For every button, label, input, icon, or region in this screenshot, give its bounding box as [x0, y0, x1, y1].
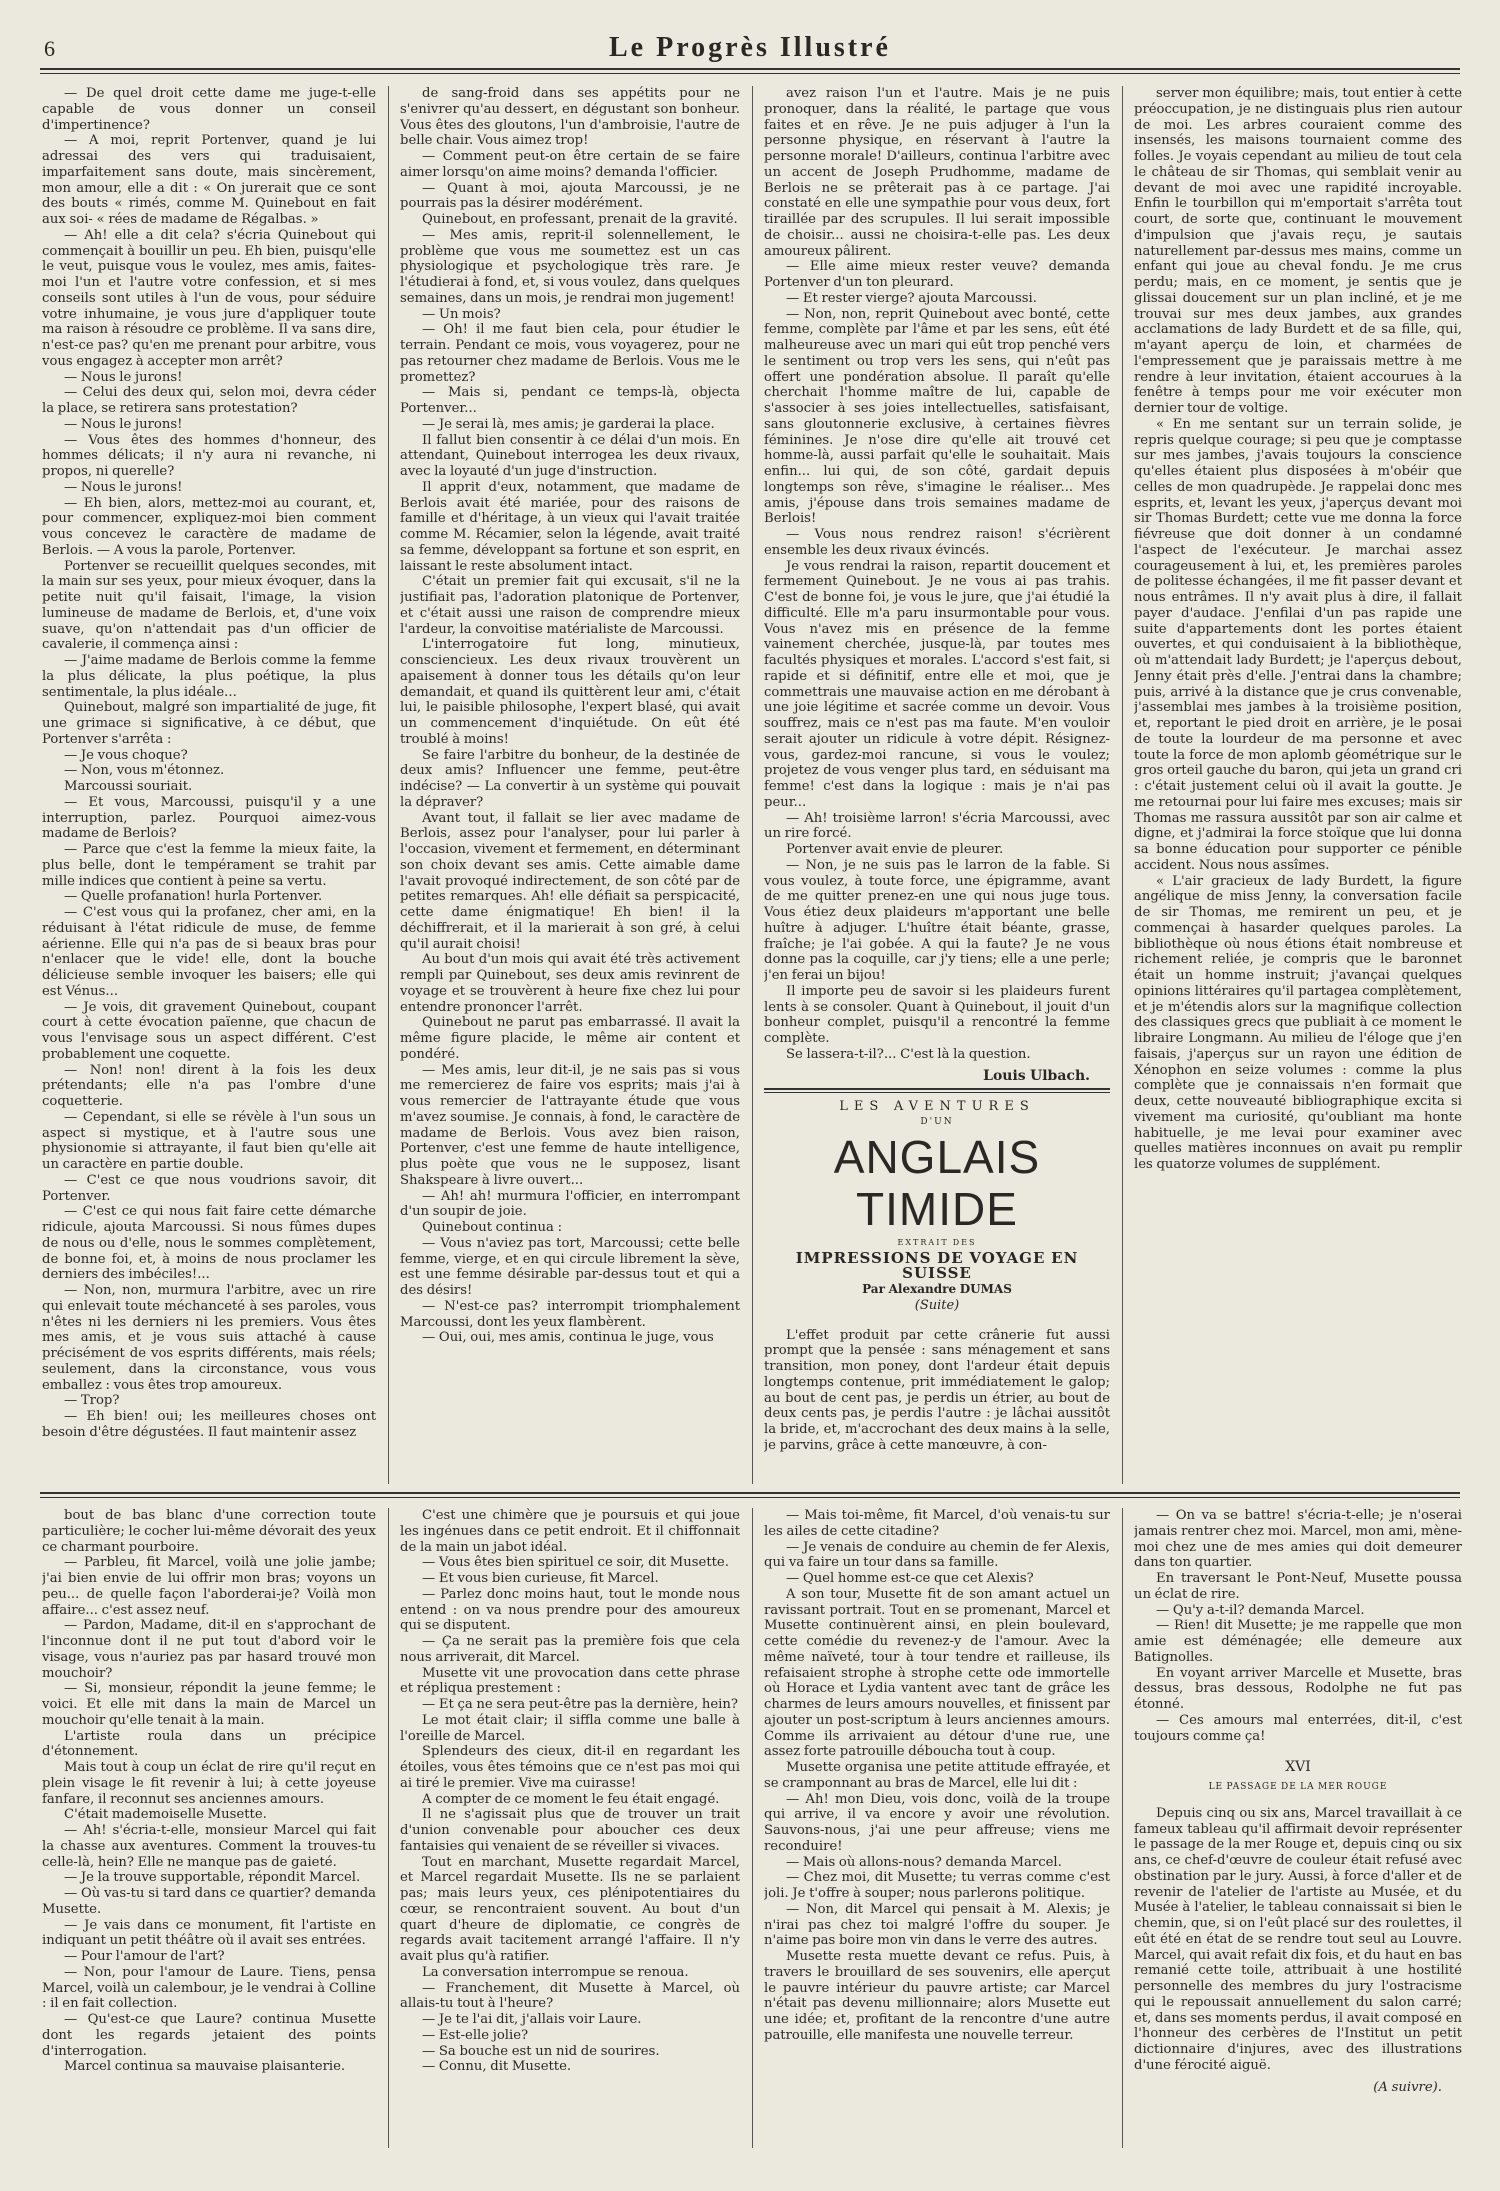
feuilleton-line-3: EXTRAIT DES	[897, 1237, 977, 1247]
paragraph: — Sa bouche est un nid de sourires.	[422, 2043, 660, 2059]
paragraph: — Vous êtes des hommes d'honneur, des hommes délicats; il n'y aura ni revanche, ni propos, ni querelle?	[42, 432, 376, 479]
paragraph: Quinebout ne parut pas embarrassé. Il avait la même figure placide, le même air content et pondéré.	[400, 1015, 740, 1062]
paragraph: — Ah! ah! murmura l'officier, en interrompant d'un soupir de joie.	[400, 1188, 740, 1220]
paragraph: — Je vais dans ce monument, fit l'artiste en indiquant un petit théâtre où il avait ses entrées.	[42, 1917, 376, 1949]
paragraph: — Eh bien! oui; les meilleures choses ont besoin d'être dégustées. Il faut maintenir assez	[42, 1409, 376, 1440]
paragraph: Quinebout, malgré son impartialité de juge, fit une grimace si significative, à ce début, que Portenver s'arrêta :	[42, 700, 376, 747]
paragraph: — Nous le jurons!	[64, 416, 183, 432]
paragraph: — Non, vous m'étonnez.	[64, 763, 225, 779]
paragraph: En voyant arriver Marcelle et Musette, bras dessus, bras dessous, Rodolphe ne fut pas étonné.	[1134, 1665, 1462, 1712]
paragraph: — Rien! dit Musette; je me rappelle que mon amie est déménagée; elle demeure aux Batignolles.	[1134, 1618, 1462, 1665]
header-rule-thin	[40, 73, 1460, 74]
chapter-text	[1134, 1806, 1462, 2074]
page-header	[40, 32, 1460, 66]
paragraph: Avant tout, il fallait se lier avec madame de Berlois, assez pour l'analyser, pour lui parler à l'occasion, vivement et fermement, en déterminant son choix devant ses amis. Cette aimable dame l'avait provoqué indirectement, de son côté par de petites remarques. Ah! elle défiait sa perspicacité, cette dame énigmatique! Eh bien! il la déchiffrerait, et il la marierait à son gré, à celui qu'il aurait choisi!	[400, 810, 740, 952]
paragraph: — Et rester vierge? ajouta Marcoussi.	[786, 290, 1037, 306]
feuilleton-rule-thin	[764, 1092, 1110, 1093]
paragraph: — Non! non! dirent à la fois les deux prétendants; elle n'a pas l'ombre d'une coquetterie.	[42, 1062, 376, 1109]
paragraph: Quinebout, en professant, prenait de la gravité.	[422, 212, 738, 227]
paragraph: — Ça ne serait pas la première fois que cela nous arriverait, dit Marcel.	[400, 1634, 740, 1665]
top-column-4	[1134, 86, 1462, 1484]
story-ending	[764, 86, 1110, 1063]
paragraph: C'était mademoiselle Musette.	[64, 1807, 267, 1823]
paragraph: — Si, monsieur, répondit la jeune femme; le voici. Et elle mit dans la main de Marcel un mouchoir qu'elle tenait à la main.	[42, 1681, 376, 1728]
paragraph: — Ah! troisième larron! s'écria Marcoussi, avec un rire forcé.	[764, 810, 1110, 842]
paragraph: Musette vit une provocation dans cette phrase et répliqua prestement :	[400, 1665, 740, 1697]
paragraph: — Non, dit Marcel qui pensait à M. Alexis; je n'irai pas chez toi malgré l'offre du souper. Je n'aime pas boire mon vin dans le verre des autres.	[764, 1901, 1110, 1949]
paragraph: — Parce que c'est la femme la mieux faite, la plus belle, dont le tempérament se trahit par mille indices que contient à peine sa vertu.	[42, 842, 376, 889]
paragraph: Se lassera-t-il?... C'est là la question.	[786, 1046, 1031, 1062]
paragraph: — Franchement, dit Musette à Marcel, où allais-tu tout à l'heure?	[400, 1980, 740, 2012]
paragraph: — Non, je ne suis pas le larron de la fable. Si vous voulez, à toute force, une épigramme, avant de me quitter prenez-en une qui nous juge tous. Vous étiez deux plaideurs m'apportant une belle huître à adjuger. L'huître était béante, grasse, fraîche; je l'ai gobée. A qui la faute? Je ne vous donne pas la coquille, car j'y tiens; elle a une perle; j'en ferai un bijou!	[764, 857, 1110, 983]
paragraph: — Nous le jurons!	[64, 369, 183, 385]
newspaper-title: Le Progrès Illustré	[609, 32, 891, 63]
paragraph: A compter de ce moment le feu était engagé.	[422, 1791, 720, 1807]
paragraph: — C'est vous qui la profanez, cher ami, en la réduisant à l'état ridicule de muse, de femme aérienne. Elle qui n'a pas de si beaux bras pour n'enlacer que le vide! elle, dont la bouche délicieuse semble invoquer les baisers; elle qui est Vénus...	[42, 905, 376, 999]
paragraph: — Chez moi, dit Musette; tu verras comme c'est joli. Je t'offre à souper; nous parlerons politique.	[764, 1870, 1110, 1901]
paragraph: — Comment peut-on être certain de se faire aimer lorsqu'on aime moins? demanda l'officier.	[400, 149, 740, 180]
header-rule	[40, 68, 1460, 70]
paragraph: — Pour l'amour de l'art?	[64, 1949, 225, 1964]
paragraph: Il fallut bien consentir à ce délai d'un mois. En attendant, Quinebout interrogea les deux rivaux, avec la loyauté d'un juge d'instruction.	[400, 432, 740, 479]
paragraph: Mais tout à coup un éclat de rire qu'il reçut en plein visage le fit revenir à lui; à cette joyeuse fanfare, il reconnut ses anciennes amours.	[42, 1760, 376, 1807]
paragraph: A son tour, Musette fit de son amant actuel un ravissant portrait. Tout en se promenant, Marcel et Musette continuèrent ainsi, en plein boulevard, cette comédie du revenez-y de l'amour. Avec la même naïveté, tour à tour tendre et railleuse, ils refaisaient strophe à strophe cette ode immortelle où Horace et Lydia vantent avec tant de grâce les charmes de leurs amours nouvelles, et finissent par ajouter un post-scriptum à leurs anciennes amours. Comme ils arrivaient au détour d'une rue, une assez forte patrouille déboucha tout à coup.	[764, 1586, 1110, 1760]
paragraph: — Ah! s'écria-t-elle, monsieur Marcel qui fait la chasse aux aventures. Comment la trouves-tu celle-là, hein? Elle ne manque pas de gaieté.	[42, 1823, 376, 1870]
feuilleton-headline: ANGLAIS TIMIDE	[833, 1130, 1041, 1235]
paragraph: — C'est ce que nous voudrions savoir, dit Portenver.	[42, 1172, 376, 1204]
paragraph: — Celui des deux qui, selon moi, devra céder la place, se retirera sans protestation?	[42, 385, 376, 416]
paragraph: — Parlez donc moins haut, tout le monde nous entend : on va nous prendre pour des amoureux qui se disputent.	[400, 1586, 740, 1634]
paragraph: — Je venais de conduire au chemin de fer Alexis, qui va faire un tour dans sa famille.	[764, 1539, 1110, 1571]
paragraph: — Nous le jurons!	[64, 479, 183, 495]
paragraph: — A moi, reprit Portenver, quand je lui adressai des vers qui traduisaient, imparfaitement sans doute, mais sincèrement, mon amour, elle a dit : « On jurerait que ce sont des bouts « rimés, comme M. Quinebout en fait aux soi- « rées de madame de Régalbas. »	[42, 133, 376, 227]
feuilleton-suite: (Suite)	[914, 1297, 960, 1313]
paragraph: — Est-elle jolie?	[422, 2027, 529, 2043]
paragraph: Portenver se recueillit quelques secondes, mit la main sur ses yeux, pour mieux évoquer, dans la petite nuit qu'il faisait, l'image, la vision lumineuse de madame de Berlois, et, d'une voix suave, qu'on n'attendait pas d'un officier de cavalerie, il commença ainsi :	[42, 558, 376, 653]
author-signature: Louis Ulbach.	[983, 1067, 1090, 1084]
column-divider	[752, 1508, 753, 2148]
paragraph: — Mes amis, reprit-il solennellement, le problème que vous me soumettez est un cas physiologique et psychologique très rare. Je l'étudierai à fond, et, si vous voulez, dans quelques semaines, dans un mois, je rendrai mon jugement!	[400, 227, 740, 306]
paragraph: — Quelle profanation! hurla Portenver.	[64, 889, 323, 905]
paragraph: — Non, non, murmura l'arbitre, avec un rire qui enlevait toute méchanceté à ses paroles, vous n'êtes ni les derniers ni les premiers. Vous êtes mes amis, et je vous suis attaché à cause précisément de vos esprits différents, mais réels; seulement, dans la circonstance, vous vous emballez : vous êtes trop amoureux.	[42, 1283, 376, 1393]
bottom-column-2	[400, 1508, 740, 2148]
top-column-3	[764, 86, 1110, 1484]
paragraph: Il ne s'agissait plus que de trouver un trait d'union convenable pour aboucher ces deux fantaisies qui venaient de se réveiller si vivaces.	[400, 1807, 740, 1854]
paragraph: — J'aime madame de Berlois comme la femme la plus délicate, la plus poétique, la plus sentimentale, la plus idéale...	[42, 653, 376, 700]
paragraph: — Ah! mon Dieu, vois donc, voilà de la troupe qui arrive, il va encore y avoir une révolution. Sauvons-nous, j'ai une peur affreuse; viens me reconduire!	[764, 1791, 1110, 1854]
paragraph: — Qu'y a-t-il? demanda Marcel.	[1156, 1602, 1365, 1618]
paragraph: Il apprit d'eux, notamment, que madame de Berlois avait été mariée, pour des raisons de famille et d'héritage, à un vieux qui l'avait traitée comme M. Récamier, selon la légende, avait traité sa femme, développant sa fortune et son esprit, en laissant le reste absolument intact.	[400, 479, 740, 574]
paragraph: — Et vous bien curieuse, fit Marcel.	[422, 1571, 659, 1586]
paragraph: L'interrogatoire fut long, minutieux, consciencieux. Les deux rivaux trouvèrent un apaisement à donner tous les détails qu'on leur demandait, et quand ils quittèrent leur ami, c'était lui, le paisible philosophe, l'expert blasé, qui avait un commencement d'inquiétude. On eût été troublé à moins!	[400, 637, 740, 747]
column-divider	[1122, 86, 1123, 1484]
paragraph: — Vous n'aviez pas tort, Marcoussi; cette belle femme, vierge, et en qui circule librement la sève, est une femme désirable par-dessus tout et qui a des désirs!	[400, 1235, 740, 1298]
paragraph: — N'est-ce pas? interrompit triomphalement Marcoussi, dont les yeux flambèrent.	[400, 1298, 740, 1330]
paragraph: — Mais où allons-nous? demanda Marcel.	[786, 1854, 1062, 1870]
bottom-column-1	[42, 1508, 376, 2148]
paragraph: de sang-froid dans ses appétits pour ne s'enivrer qu'au dessert, en dégustant son bonheur. Vous êtes des gloutons, l'un d'ambroisie, l'autre de belle chair. Vous aimez trop!	[400, 86, 740, 149]
paragraph: Quinebout continua :	[422, 1220, 563, 1235]
paragraph: C'est une chimère que je poursuis et qui joue les ingénues dans ce petit endroit. Et il chiffonnait de la main un jabot idéal.	[400, 1508, 740, 1555]
paragraph: Depuis cinq ou six ans, Marcel travaillait à ce fameux tableau qu'il affirmait devoir représenter le passage de la mer Rouge et, depuis cinq ou six ans, ce chef-d'œuvre de couleur était refusé avec obstination par le jury. Aussi, à force d'aller et de revenir de l'atelier de l'artiste au Musée, et du Musée à l'atelier, le tableau connaissait si bien le chemin, que, si on l'eût placé sur des roulettes, il eût été en état de se rendre tout seul au Louvre. Marcel, qui avait refait dix fois, et du haut en bas remanié cette toile, attribuait à une hostilité personnelle des membres du jury l'ostracisme qui le repoussait annuellement du salon carré; et, dans ses moments perdus, il avait composé en l'honneur des cerbères de l'Institut un petit dictionnaire d'injures, avec des illustrations d'une férocité aiguë.	[1134, 1805, 1462, 2073]
column-divider	[388, 86, 389, 1484]
paragraph: — Non, non, reprit Quinebout avec bonté, cette femme, complète par l'âme et par les sens, eût été malheureuse avec un mari qui eût trop penché vers le sentiment ou trop vers les sens, qui n'eût pas offert une pondération absolue. Il paraît qu'elle cherchait l'homme maître de lui, capable de s'associer à ses joies intellectuelles, satisfaisant, sans gloutonnerie exclusive, à certaines fièvres féminines. Je n'ose dire qu'elle ait trouvé cet homme-là, aussi parfait qu'elle le souhaitait. Mais enfin... lui qui, de son côté, gardait depuis longtemps son rêve, s'imagine le réaliser... Mes amis, j'épouse dans trois semaines madame de Berlois!	[764, 306, 1110, 527]
page-number: 6	[44, 36, 55, 61]
paragraph: Au bout d'un mois qui avait été très activement rempli par Quinebout, ses deux amis revinrent de voyage et se trouvèrent à heure fixe chez lui pour entendre prononcer l'arrêt.	[400, 952, 740, 1015]
paragraph: Splendeurs des cieux, dit-il en regardant les étoiles, vous êtes témoins que ce n'est pas moi qui ai tiré le premier. Vive ma cuirasse!	[400, 1744, 740, 1791]
paragraph: — Mais si, pendant ce temps-là, objecta Portenver...	[400, 385, 740, 416]
paragraph: — Parbleu, fit Marcel, voilà une jolie jambe; j'ai bien envie de lui offrir mon bras; voyons un peu... de quelle façon l'aborderai-je? Voilà mon affaire... c'est assez neuf.	[42, 1555, 376, 1618]
chapter-number: XVI	[1285, 1759, 1311, 1776]
episode-ending	[1134, 1508, 1462, 1744]
paragraph: — Oui, oui, mes amis, continua le juge, vous	[422, 1330, 714, 1346]
paragraph: bout de bas blanc d'une correction toute particulière; le cocher lui-même dévorait des yeux ce charmant pourboire.	[42, 1508, 376, 1555]
paragraph: — Je serai là, mes amis; je garderai la place.	[422, 416, 715, 432]
paragraph: — Qu'est-ce que Laure? continua Musette dont les regards jetaient des points d'interrogation.	[42, 2012, 376, 2059]
paragraph: Musette resta muette devant ce refus. Puis, à travers le brouillard de ses souvenirs, elle aperçut le pauvre intérieur du pauvre artiste; car Marcel n'était pas devenu millionnaire; alors Musette eut une idée; et, profitant de la rencontre d'une autre patrouille, elle manifesta une nouvelle terreur.	[764, 1949, 1110, 2043]
top-column-2	[400, 86, 740, 1484]
paragraph: L'artiste roula dans un précipice d'étonnement.	[42, 1728, 376, 1760]
paragraph: Marcel continua sa mauvaise plaisanterie.	[64, 2059, 346, 2075]
paragraph: C'était un premier fait qui excusait, s'il ne la justifiait pas, l'adoration platonique de Portenver, et c'était aussi une raison de comprendre mieux l'ardeur, la convoitise matérialiste de Marcoussi.	[400, 574, 740, 637]
paragraph: — De quel droit cette dame me juge-t-elle capable de vous donner un conseil d'impertinence?	[42, 86, 376, 133]
paragraph: — Je la trouve supportable, répondit Marcel.	[64, 1870, 361, 1886]
paragraph: — Vous nous rendrez raison! s'écrièrent ensemble les deux rivaux évincés.	[764, 527, 1110, 558]
paragraph: — Mais toi-même, fit Marcel, d'où venais-tu sur les ailes de cette citadine?	[764, 1508, 1110, 1539]
paragraph: — Trop?	[64, 1393, 120, 1409]
paragraph: — Et ça ne sera peut-être pas la dernière, hein?	[422, 1697, 738, 1712]
paragraph: L'effet produit par cette crânerie fut aussi prompt que la pensée : sans ménagement et sans transition, mon poney, dont l'ardeur était depuis longtemps contenue, prit immédiatement le galop; au bout de cent pas, je perdis un étrier, au bout de deux cents pas, je perdis l'autre : je lâchai aussitôt la bride, et, m'accrochant des deux mains à la selle, je parvins, grâce à cette manœuvre, à con-	[764, 1327, 1110, 1453]
paragraph: — Eh bien, alors, mettez-moi au courant, et, pour commencer, expliquez-moi bien comment vous concevez le caractère de madame de Berlois. — A vous la parole, Portenver.	[42, 495, 376, 558]
paragraph: Musette organisa une petite attitude effrayée, et se cramponnant au bras de Marcel, elle lui dit :	[764, 1760, 1110, 1791]
paragraph: server mon équilibre; mais, tout entier à cette préoccupation, je ne distinguais plus rien autour de moi. Les arbres couraient comme des insensés, les maisons tournaient comme des folles. Je voyais cependant au milieu de tout cela le château de sir Thomas, qui semblait venir au devant de moi avec une rapidité incroyable. Enfin le tourbillon qui m'emportait s'arrêta tout court, de sorte que, continuant le mouvement d'impulsion que j'avais reçu, je sautais naturellement par-dessus mes mains, comme un enfant qui joue au cheval fondu. Je me crus perdu; mais, en ce moment, je sentis que je glissai doucement sur un plan incliné, et je me trouvai sur mes deux jambes, aux grandes acclamations de lady Burdett et de sa fille, qui, m'ayant aperçu de loin, et charmées de l'empressement que je paraissais mettre à me rendre à leur invitation, étaient accourues à la fenêtre à temps pour me voir exécuter mon dernier tour de voltige.	[1134, 86, 1462, 416]
column-divider	[1122, 1508, 1123, 2148]
feuilleton-title-block	[764, 1099, 1110, 1313]
paragraph: « En me sentant sur un terrain solide, je repris quelque courage; si peu que je comptasse sur mes jambes, j'avais toujours la conscience qu'elles étaient plus disposées à m'obéir que celles de mon quadrupède. Je rappelai donc mes esprits, et, levant les yeux, j'aperçus devant moi sir Thomas Burdett; cette vue me donna la force fiévreuse que doit donner à un condamné l'aspect de l'exécuteur. Je marchai assez courageusement à lui, et, les premières paroles de politesse échangées, il me fit passer devant et nous entrâmes. Il n'y avait plus à dire, il fallait payer d'audace. J'enfilai d'un pas rapide une suite d'appartements dont les portes étaient ouvertes, et qui conduisaient à la bibliothèque, où m'attendait lady Burdett; je l'aperçus debout, Jenny était près d'elle. J'entrai dans la chambre; puis, arrivé à la distance que je crus convenable, j'assemblai mes jambes à la troisième position, et, reportant le pied droit en arrière, je le posai de toute la lourdeur de ma personne et avec toute la force de mon aplomb géométrique sur le gros orteil gauche du baron, qui jeta un grand cri : c'était justement celui où il avait la goutte. Je me retournai pour lui faire mes excuses; mais sir Thomas me rassura aussitôt par son air calme et digne, et j'admirai la force stoïque que lui donna sa bonne éducation pour supporter ce pénible accident. Nous nous assîmes.	[1134, 416, 1462, 873]
paragraph: Marcoussi souriait.	[64, 779, 193, 794]
paragraph: — Quant à moi, ajouta Marcoussi, je ne pourrais pas la désirer modérément.	[400, 180, 740, 212]
paragraph: — Je vois, dit gravement Quinebout, coupant court à cette évocation païenne, que chacun de vous l'envisage sous un aspect différent. C'est probablement une coquette.	[42, 999, 376, 1062]
a-suivre: (A suivre).	[1373, 2079, 1442, 2095]
paragraph: — Non, pour l'amour de Laure. Tiens, pensa Marcel, voilà un calembour, je le vendrai à Colline : il en fait collection.	[42, 1964, 376, 2012]
paragraph: — Et vous, Marcoussi, puisqu'il y a une interruption, parlez. Pourquoi aimez-vous madame de Berlois?	[42, 794, 376, 842]
feuilleton-rule	[764, 1088, 1110, 1090]
paragraph: — Vous êtes bien spirituel ce soir, dit Musette.	[422, 1555, 729, 1571]
feuilleton-line-4: IMPRESSIONS DE VOYAGE EN SUISSE	[795, 1248, 1079, 1283]
feuilleton-line-1: LES AVENTURES	[839, 1099, 1035, 1115]
paragraph: — Pardon, Madame, dit-il en s'approchant de l'inconnue dont il ne put tout d'abord voir le visage, vous n'auriez pas par hasard trouvé mon mouchoir?	[42, 1618, 376, 1681]
feuilleton-text	[764, 1328, 1110, 1454]
section-rule-thin	[40, 1497, 1460, 1498]
paragraph: Le mot était clair; il siffla comme une balle à l'oreille de Marcel.	[400, 1712, 740, 1744]
paragraph: Il importe peu de savoir si les plaideurs furent lents à se consoler. Quant à Quinebout, il jouit d'un bonheur complet, puisqu'il a rencontré la femme complète.	[764, 983, 1110, 1046]
chapter-title: LE PASSAGE DE LA MER ROUGE	[1208, 1782, 1388, 1792]
paragraph: — Je te l'ai dit, j'allais voir Laure.	[422, 2012, 642, 2027]
paragraph: — Elle aime mieux rester veuve? demanda Portenver d'un ton pleurard.	[764, 259, 1110, 290]
paragraph: — On va se battre! s'écria-t-elle; je n'oserai jamais rentrer chez moi. Marcel, mon ami, mène-moi chez une de mes amies qui doit demeurer dans ton quartier.	[1134, 1508, 1462, 1571]
paragraph: La conversation interrompue se renoua.	[422, 1964, 689, 1980]
paragraph: avez raison l'un et l'autre. Mais je ne puis pronoquer, dans la réalité, le partage que vous faites et en rêve. Je ne puis adjuger à l'un la personne physique, en réservant à l'autre la personne morale! D'ailleurs, continua l'arbitre avec un accent de Joseph Prudhomme, madame de Berlois ne se prêterait pas à ce partage. J'ai constaté en elle une sympathie pour vous deux, fort tiraillée par des scrupules. Il lui serait impossible de choisir... aussi ne choisira-t-elle pas. Les deux amoureux pâlirent.	[764, 86, 1110, 259]
paragraph: Se faire l'arbitre du bonheur, de la destinée de deux amis? Influencer une femme, peut-être indécise? — La convertir à un système qui pouvait la dépraver?	[400, 747, 740, 810]
column-divider	[388, 1508, 389, 2148]
top-column-1	[42, 86, 376, 1484]
paragraph: — Je vous choque?	[64, 747, 188, 763]
paragraph: En traversant le Pont-Neuf, Musette poussa un éclat de rire.	[1134, 1571, 1462, 1602]
paragraph: — Cependant, si elle se révèle à l'un sous un aspect si mystique, et à l'autre sous une physionomie si attrayante, il faut bien qu'elle ait un caractère en partie double.	[42, 1109, 376, 1172]
column-divider	[752, 86, 753, 1484]
paragraph: — Un mois?	[422, 306, 501, 322]
bottom-column-4	[1134, 1508, 1462, 2148]
paragraph: — Mes amis, leur dit-il, je ne sais pas si vous me remercierez de faire vos esprits; mais j'ai à vous remercier de l'attrayante étude que vous m'avez soumise. Je connais, à fond, le caractère de madame de Berlois. Vous avez bien raison, Portenver, c'est une femme de haute intelligence, plus poète que vous ne le supposez, lisant Shakspeare à livre ouvert...	[400, 1062, 740, 1188]
section-rule	[40, 1492, 1460, 1494]
paragraph: « L'air gracieux de lady Burdett, la figure angélique de miss Jenny, la conversation facile de sir Thomas, me remirent un peu, et je commençai à hasarder quelques paroles. La bibliothèque où nous étions était nombreuse et richement reliée, je compris que le baronnet était un homme instruit; j'avançai quelques opinions littéraires qu'il partagea complètement, et je m'étendis alors sur la magnifique collection des classiques grecs que publiait à ce moment le libraire Longmann. Au milieu de l'éloge que j'en faisais, j'aperçus sur un rayon une édition de Xénophon en seize volumes : comme la plus complète que je connaissais n'en formait que deux, cette nouveauté bibliographique excita si vivement ma curiosité, qu'oubliant ma honte habituelle, je me levai pour examiner avec quelles matières inconnues on avait pu remplir les quatorze volumes de supplément.	[1134, 873, 1462, 1172]
paragraph: — Connu, dit Musette.	[422, 2059, 572, 2075]
paragraph: Je vous rendrai la raison, repartit doucement et fermement Quinebout. Je ne vous ai pas trahis. C'est de bonne foi, je vous le jure, que j'ai étudié la difficulté. Elle m'a paru insurmontable pour vous. Vous n'avez mis en présence de la femme vainement cherchée, jusque-là, par toutes mes facultés physiques et morales. L'accord s'est fait, si rapide et si définitif, entre elle et moi, que je commettrais une mauvaise action en me dérobant à une joie légitime et sacrée comme un devoir. Vous souffrez, mais ce n'est pas ma faute. M'en vouloir serait ajouter un ridicule à votre dépit. Résignez-vous, gardez-moi rancune, si vous le voulez; projetez de vous venger plus tard, en séduisant ma femme! c'est dans la logique : mais je n'ai pas peur...	[764, 558, 1110, 810]
paragraph: — Où vas-tu si tard dans ce quartier? demanda Musette.	[42, 1886, 376, 1917]
feuilleton-author: Par Alexandre DUMAS	[862, 1282, 1012, 1296]
paragraph: Tout en marchant, Musette regardait Marcel, et Marcel regardait Musette. Ils ne se parlaient pas; mais leurs yeux, ces plénipotentiaires du cœur, se rencontraient souvent. Au bout d'un quart d'heure de diplomatie, ce congrès de regards avait tacitement arrangé l'affaire. Il n'y avait plus qu'à ratifier.	[400, 1854, 740, 1964]
paragraph: — Ces amours mal enterrées, dit-il, c'est toujours comme ça!	[1134, 1712, 1462, 1744]
paragraph: Portenver avait envie de pleurer.	[786, 842, 1004, 857]
paragraph: — Oh! il me faut bien cela, pour étudier le terrain. Pendant ce mois, vous voyagerez, pour ne pas retourner chez madame de Berlois. Vous me le promettez?	[400, 322, 740, 385]
bottom-column-3	[764, 1508, 1110, 2148]
feuilleton-line-2: D'UN	[920, 1117, 954, 1127]
paragraph: — Quel homme est-ce que cet Alexis?	[786, 1571, 1034, 1586]
paragraph: — Ah! elle a dit cela? s'écria Quinebout qui commençait à bouillir un peu. Eh bien, puisqu'elle le veut, puisque vous le voulez, mes amis, faites-moi l'un et l'autre votre confession, et si mes conseils sont utiles à l'un de vous, pour séduire votre inhumaine, je vous jure d'appliquer toute ma raison à résoudre ce problème. Il va sans dire, n'est-ce pas? qu'en me prenant pour arbitre, vous vous engagez à accepter mon arrêt?	[42, 227, 376, 369]
paragraph: — C'est ce qui nous fait faire cette démarche ridicule, ajouta Marcoussi. Si nous fûmes dupes de nous ou d'elle, nous le sommes complètement, de bonne foi, et, à moins de nous proclamer les derniers des imbéciles!...	[42, 1204, 376, 1283]
